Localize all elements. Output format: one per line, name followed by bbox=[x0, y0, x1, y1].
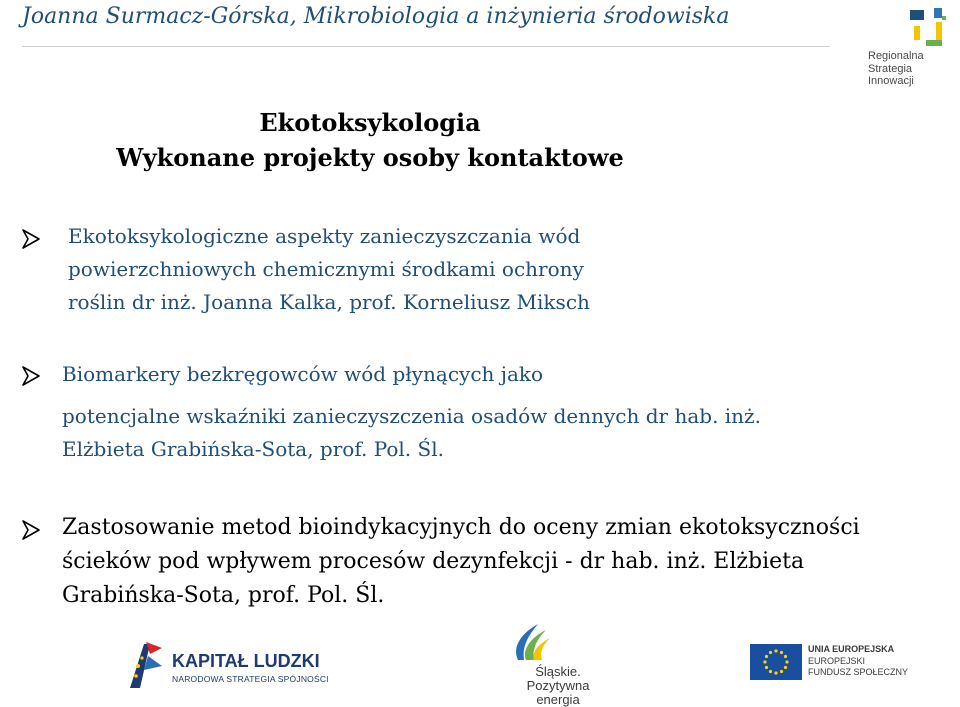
kapital-ludzki-title: KAPITAŁ LUDZKI bbox=[172, 651, 320, 671]
heading-line-1: Ekotoksykologia bbox=[259, 108, 481, 137]
header-rule bbox=[22, 46, 830, 47]
kapital-ludzki-subtitle: NARODOWA STRATEGIA SPÓJNOŚCI bbox=[172, 674, 329, 684]
bullet-3-line-3: Grabińska-Sota, prof. Pol. Śl. bbox=[62, 583, 385, 608]
rsi-line-2: Strategia bbox=[868, 62, 913, 75]
rsi-logo-text bbox=[868, 50, 924, 88]
slaskie-logo-icon bbox=[508, 620, 552, 666]
bullet-2-line-2: potencjalne wskaźniki zanieczyszczenia osadów dennych dr hab. inż. bbox=[62, 404, 761, 428]
bullet-1-line-3: roślin dr inż. Joanna Kalka, prof. Korneliusz Miksch bbox=[68, 290, 590, 314]
slaskie-line-1: Śląskie. bbox=[535, 664, 581, 679]
slaskie-text bbox=[508, 665, 608, 707]
heading-line-2: Wykonane projekty osoby kontaktowe bbox=[116, 143, 624, 172]
bullet-3-line-2: ścieków pod wpływem procesów dezynfekcji - dr hab. inż. Elżbieta bbox=[62, 549, 805, 574]
rsi-line-3: Innowacji bbox=[868, 75, 914, 87]
bullet-2-line-3: Elżbieta Grabińska-Sota, prof. Pol. Śl. bbox=[62, 437, 444, 461]
eu-text bbox=[808, 644, 908, 679]
arrow-bullet-icon bbox=[20, 365, 42, 387]
slaskie-line-2: Pozytywna energia bbox=[526, 678, 590, 707]
bullet-2-line-1: Biomarkery bezkręgowców wód płynących jako bbox=[62, 362, 544, 386]
header-title: Joanna Surmacz-Górska, Mikrobiologia a inżynieria środowiska bbox=[22, 4, 730, 29]
bullet-1-line-1: Ekotoksykologiczne aspekty zanieczyszczania wód bbox=[68, 224, 581, 248]
bullet-1-line-2: powierzchniowych chemicznymi środkami ochrony bbox=[68, 257, 584, 281]
rsi-line-1: Regionalna bbox=[868, 50, 924, 62]
arrow-bullet-icon bbox=[20, 519, 42, 541]
bullet-3-line-1: Zastosowanie metod bioindykacyjnych do oceny zmian ekotoksyczności bbox=[62, 515, 860, 540]
eu-flag-icon bbox=[750, 644, 802, 680]
arrow-bullet-icon bbox=[20, 228, 42, 250]
eu-line-3: FUNDUSZ SPOŁECZNY bbox=[808, 667, 909, 677]
eu-line-1: UNIA EUROPEJSKA bbox=[808, 644, 895, 654]
eu-line-2: EUROPEJSKI bbox=[808, 655, 866, 666]
kapital-ludzki-logo-icon bbox=[128, 638, 166, 690]
